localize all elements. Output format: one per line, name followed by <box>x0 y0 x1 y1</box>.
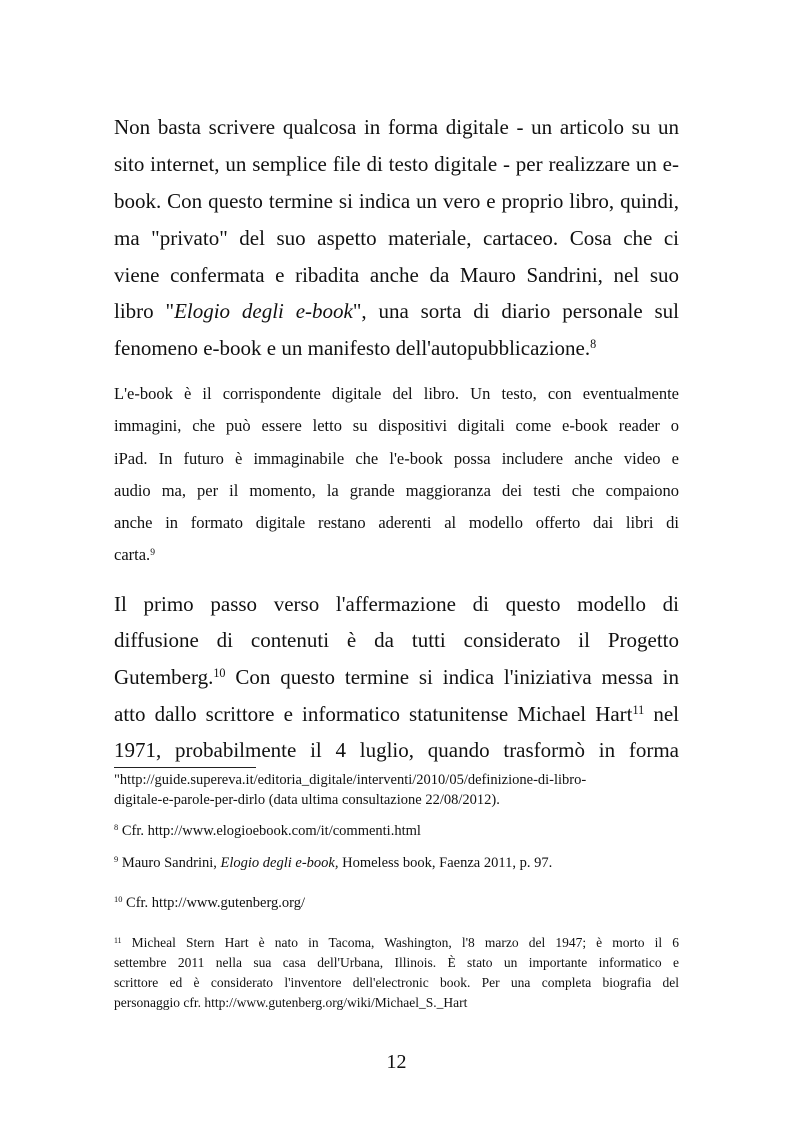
footnote-ref: 8 <box>590 337 597 352</box>
footnote-line: personaggio cfr. http://www.gutenberg.org/wiki/Michael_S._Hart <box>114 995 468 1010</box>
footnote-ref: 10 <box>213 666 226 681</box>
footnote-continuation: digitale-e-parole-per-dirlo (data ultima consultazione 22/08/2012). <box>114 792 500 808</box>
text-span: atto dallo scrittore e informatico statunitense Michael Hart <box>114 702 633 726</box>
footnote-text: Micheal Stern Hart è nato in Tacoma, Washington, l'8 marzo del 1947; è morto il 6 <box>121 935 679 950</box>
quote-line: L'e-book è il corrispondente digitale del libro. Un testo, con eventualmente <box>114 384 679 403</box>
footnote-11 <box>114 934 679 951</box>
text-line: ma "privato" del suo aspetto materiale, cartaceo. Cosa che ci <box>114 226 679 250</box>
footnote-number: 8 <box>114 823 119 833</box>
text-line <box>114 665 679 689</box>
text-line: 1971, probabilmente il 4 luglio, quando trasformò in forma <box>114 738 679 762</box>
text-span: fenomeno e-book e un manifesto dell'autopubblicazione. <box>114 336 591 360</box>
footnote-ref: 9 <box>150 546 155 558</box>
text-line <box>114 299 679 323</box>
book-title: Elogio degli e-book <box>174 299 353 323</box>
footnote-10 <box>114 895 679 912</box>
text-line: book. Con questo termine si indica un vero e proprio libro, quindi, <box>114 189 679 213</box>
text-span: carta. <box>114 545 151 564</box>
quote-line: audio ma, per il momento, la grande maggioranza dei testi che compaiono <box>114 481 679 500</box>
footnote-text: Mauro Sandrini, <box>118 855 221 871</box>
quote-line: iPad. In futuro è immaginabile che l'e-book possa includere anche video e <box>114 449 679 468</box>
text-span: nel <box>644 702 680 726</box>
footnote-8 <box>114 823 679 840</box>
text-line <box>114 336 679 360</box>
footnote-number: 10 <box>114 895 123 905</box>
footnote-text: Cfr. http://www.gutenberg.org/ <box>122 895 305 911</box>
footnote-number: 9 <box>114 855 119 865</box>
quote-line <box>114 545 679 565</box>
text-span: libro " <box>114 299 175 323</box>
footnote-line: settembre 2011 nella sua casa dell'Urbana, Illinois. È stato un importante informatico e <box>114 955 679 970</box>
footnote-text: Homeless book, Faenza 2011, p. 97. <box>338 855 553 871</box>
footnote-9 <box>114 855 679 872</box>
footnote-continuation: "http://guide.supereva.it/editoria_digitale/interventi/2010/05/definizione-di-libro- <box>114 772 587 788</box>
text-line <box>114 702 679 726</box>
text-line: viene confermata e ribadita anche da Mauro Sandrini, nel suo <box>114 263 679 287</box>
text-span: ", una sorta di diario personale sul <box>352 299 679 323</box>
footnote-separator <box>114 767 256 768</box>
footnote-text: Cfr. http://www.elogioebook.com/it/commenti.html <box>118 823 421 839</box>
quote-line: anche in formato digitale restano aderenti al modello offerto dai libri di <box>114 513 679 532</box>
quote-line: immagini, che può essere letto su dispositivi digitali come e-book reader o <box>114 416 679 435</box>
text-span: Con questo termine si indica l'iniziativa messa in <box>225 665 679 689</box>
text-line: Non basta scrivere qualcosa in forma digitale - un articolo su un <box>114 115 679 139</box>
text-line: sito internet, un semplice file di testo digitale - per realizzare un e- <box>114 152 679 176</box>
text-line: diffusione di contenuti è da tutti considerato il Progetto <box>114 628 679 652</box>
footnote-ref: 11 <box>632 703 645 718</box>
text-line: Il primo passo verso l'affermazione di questo modello di <box>114 592 679 616</box>
book-title: Elogio degli e-book, <box>220 855 339 871</box>
text-span: Gutemberg. <box>114 665 214 689</box>
footnote-line: scrittore ed è considerato l'inventore dell'electronic book. Per una completa biografia del <box>114 975 679 990</box>
page-number: 12 <box>386 1051 407 1073</box>
footnote-number: 11 <box>114 935 122 945</box>
